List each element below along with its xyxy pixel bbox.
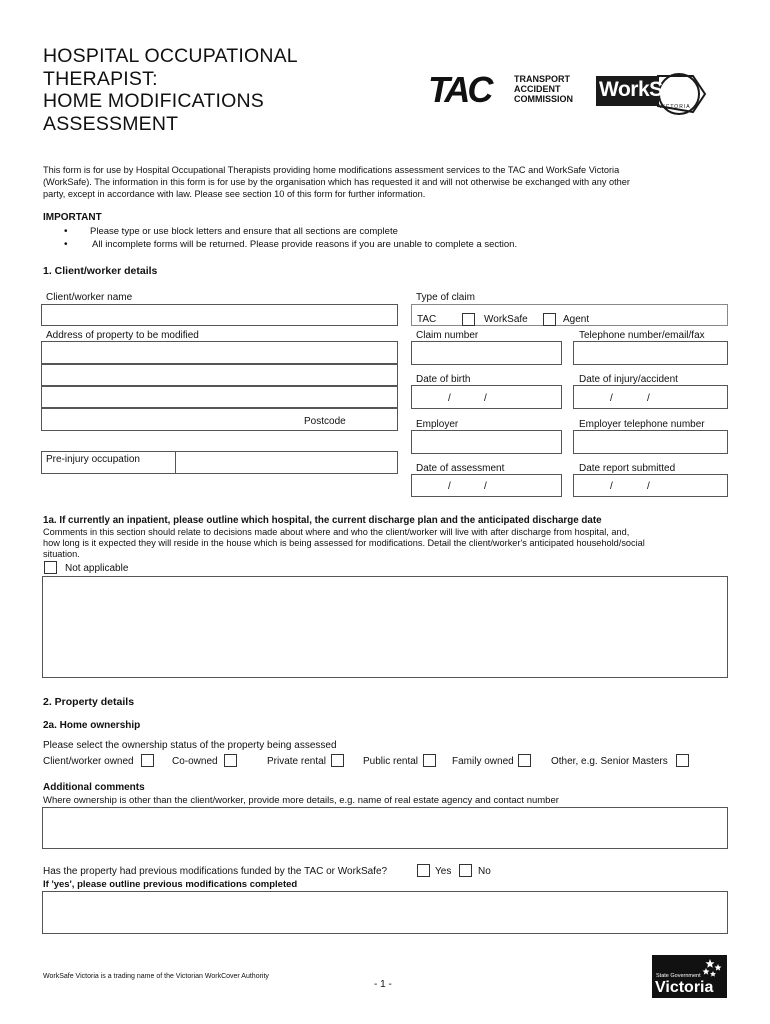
victoria-logo: State Government Victoria xyxy=(652,955,727,998)
employer-input[interactable] xyxy=(411,430,562,454)
bullet-2: • xyxy=(64,239,68,250)
additional-comments-heading: Additional comments xyxy=(43,782,145,793)
bullet-1: • xyxy=(64,226,68,237)
ownership-prompt: Please select the ownership status of the property being assessed xyxy=(43,740,337,751)
not-applicable-checkbox[interactable] xyxy=(44,561,57,574)
prev-mod-yes-label: Yes xyxy=(435,866,452,877)
address-line-1-input[interactable] xyxy=(41,341,398,364)
footer-trading-name: WorkSafe Victoria is a trading name of the Victorian WorkCover Authority xyxy=(43,973,269,980)
bullet-2-text: All incomplete forms will be returned. Please provide reasons if you are unable to complete a section. xyxy=(92,239,518,250)
occupation-label: Pre-injury occupation xyxy=(46,454,140,465)
tac-logo: TAC xyxy=(428,69,491,110)
section-1a-heading: 1a. If currently an inpatient, please outline which hospital, the current discharge plan and the anticipated discharge date xyxy=(43,515,602,526)
prev-mod-textarea[interactable] xyxy=(42,891,728,934)
client-name-input[interactable] xyxy=(41,304,398,326)
dob-sep-2: / xyxy=(484,393,487,404)
claim-worksafe-checkbox[interactable] xyxy=(543,313,556,326)
option-co-owned-checkbox[interactable] xyxy=(224,754,237,767)
employer-phone-label: Employer telephone number xyxy=(579,419,705,430)
option-client-owned-label: Client/worker owned xyxy=(43,756,134,767)
doi-label: Date of injury/accident xyxy=(579,374,678,385)
claim-worksafe-label: WorkSafe xyxy=(484,314,528,325)
section-1-heading: 1. Client/worker details xyxy=(43,265,158,277)
important-heading: IMPORTANT xyxy=(43,212,102,223)
type-of-claim-label: Type of claim xyxy=(416,292,475,303)
doi-sep-2: / xyxy=(647,393,650,404)
date-report-input[interactable] xyxy=(573,474,728,497)
claim-agent-label: Agent xyxy=(563,314,590,325)
not-applicable-label: Not applicable xyxy=(65,563,129,574)
doi-sep-1: / xyxy=(610,393,613,404)
if-yes-label: If 'yes', please outline previous modifications completed xyxy=(43,879,298,890)
section-2a-heading: 2a. Home ownership xyxy=(43,720,141,731)
da-sep-2: / xyxy=(484,481,487,492)
worksafe-logo: WorkSafe VICTORIA xyxy=(595,72,707,116)
phone-input[interactable] xyxy=(573,341,728,365)
claim-number-label: Claim number xyxy=(416,330,479,341)
option-other-label: Other, e.g. Senior Masters xyxy=(551,756,668,767)
page-title: HOSPITAL OCCUPATIONAL THERAPIST: HOME MODIFICATIONS ASSESSMENT xyxy=(43,45,298,135)
occupation-input[interactable] xyxy=(175,451,398,474)
option-family-owned-label: Family owned xyxy=(452,756,514,767)
additional-comments-prompt: Where ownership is other than the client/worker, provide more details, e.g. name of real estate agency and contact number xyxy=(43,795,559,806)
prev-mod-question: Has the property had previous modifications funded by the TAC or WorkSafe? xyxy=(43,866,388,877)
dob-sep-1: / xyxy=(448,393,451,404)
page-number: - 1 - xyxy=(374,979,392,990)
option-private-rental-label: Private rental xyxy=(267,756,326,767)
employer-phone-input[interactable] xyxy=(573,430,728,454)
dob-label: Date of birth xyxy=(416,374,471,385)
prev-mod-yes-checkbox[interactable] xyxy=(417,864,430,877)
option-other-checkbox[interactable] xyxy=(676,754,689,767)
da-sep-1: / xyxy=(448,481,451,492)
option-public-rental-checkbox[interactable] xyxy=(423,754,436,767)
option-family-owned-checkbox[interactable] xyxy=(518,754,531,767)
claim-tac-checkbox[interactable] xyxy=(462,313,475,326)
date-assessment-label: Date of assessment xyxy=(416,463,505,474)
option-public-rental-label: Public rental xyxy=(363,756,419,767)
address-label: Address of property to be modified xyxy=(46,330,199,341)
dr-sep-1: / xyxy=(610,481,613,492)
additional-comments-textarea[interactable] xyxy=(42,807,728,849)
intro-paragraph: This form is for use by Hospital Occupational Therapists providing home modifications assessment services to the TAC and WorkSafe Victoria (WorkSafe). The information in this form is for use by the organisation which has requested it and will not otherwise be exchanged with any other party, except in accordance with law. Please see section 10 of this form for further information. xyxy=(43,165,630,199)
postcode-label: Postcode xyxy=(304,416,346,427)
option-co-owned-label: Co-owned xyxy=(172,756,218,767)
address-line-3-input[interactable] xyxy=(41,386,398,408)
doi-input[interactable] xyxy=(573,385,728,409)
option-private-rental-checkbox[interactable] xyxy=(331,754,344,767)
date-report-label: Date report submitted xyxy=(579,463,676,474)
employer-label: Employer xyxy=(416,419,459,430)
client-name-label: Client/worker name xyxy=(46,292,133,303)
prev-mod-no-label: No xyxy=(478,866,491,877)
claim-tac-label: TAC xyxy=(417,314,437,325)
address-line-2-input[interactable] xyxy=(41,364,398,386)
claim-number-input[interactable] xyxy=(411,341,562,365)
discharge-plan-textarea[interactable] xyxy=(42,576,728,678)
section-2-heading: 2. Property details xyxy=(43,696,135,708)
section-1a-text: Comments in this section should relate to decisions made about where and who the client/worker will live with after discharge from hospital, and, how long is it expected they will reside in the house which is being assessed for modifications. Detail the client/worker's anticipated household/social situation. xyxy=(43,527,645,559)
bullet-1-text: Please type or use block letters and ensure that all sections are complete xyxy=(90,226,398,237)
dr-sep-2: / xyxy=(647,481,650,492)
option-client-owned-checkbox[interactable] xyxy=(141,754,154,767)
tac-name: TRANSPORT ACCIDENT COMMISSION xyxy=(514,74,574,104)
phone-label: Telephone number/email/fax xyxy=(579,330,705,341)
prev-mod-no-checkbox[interactable] xyxy=(459,864,472,877)
